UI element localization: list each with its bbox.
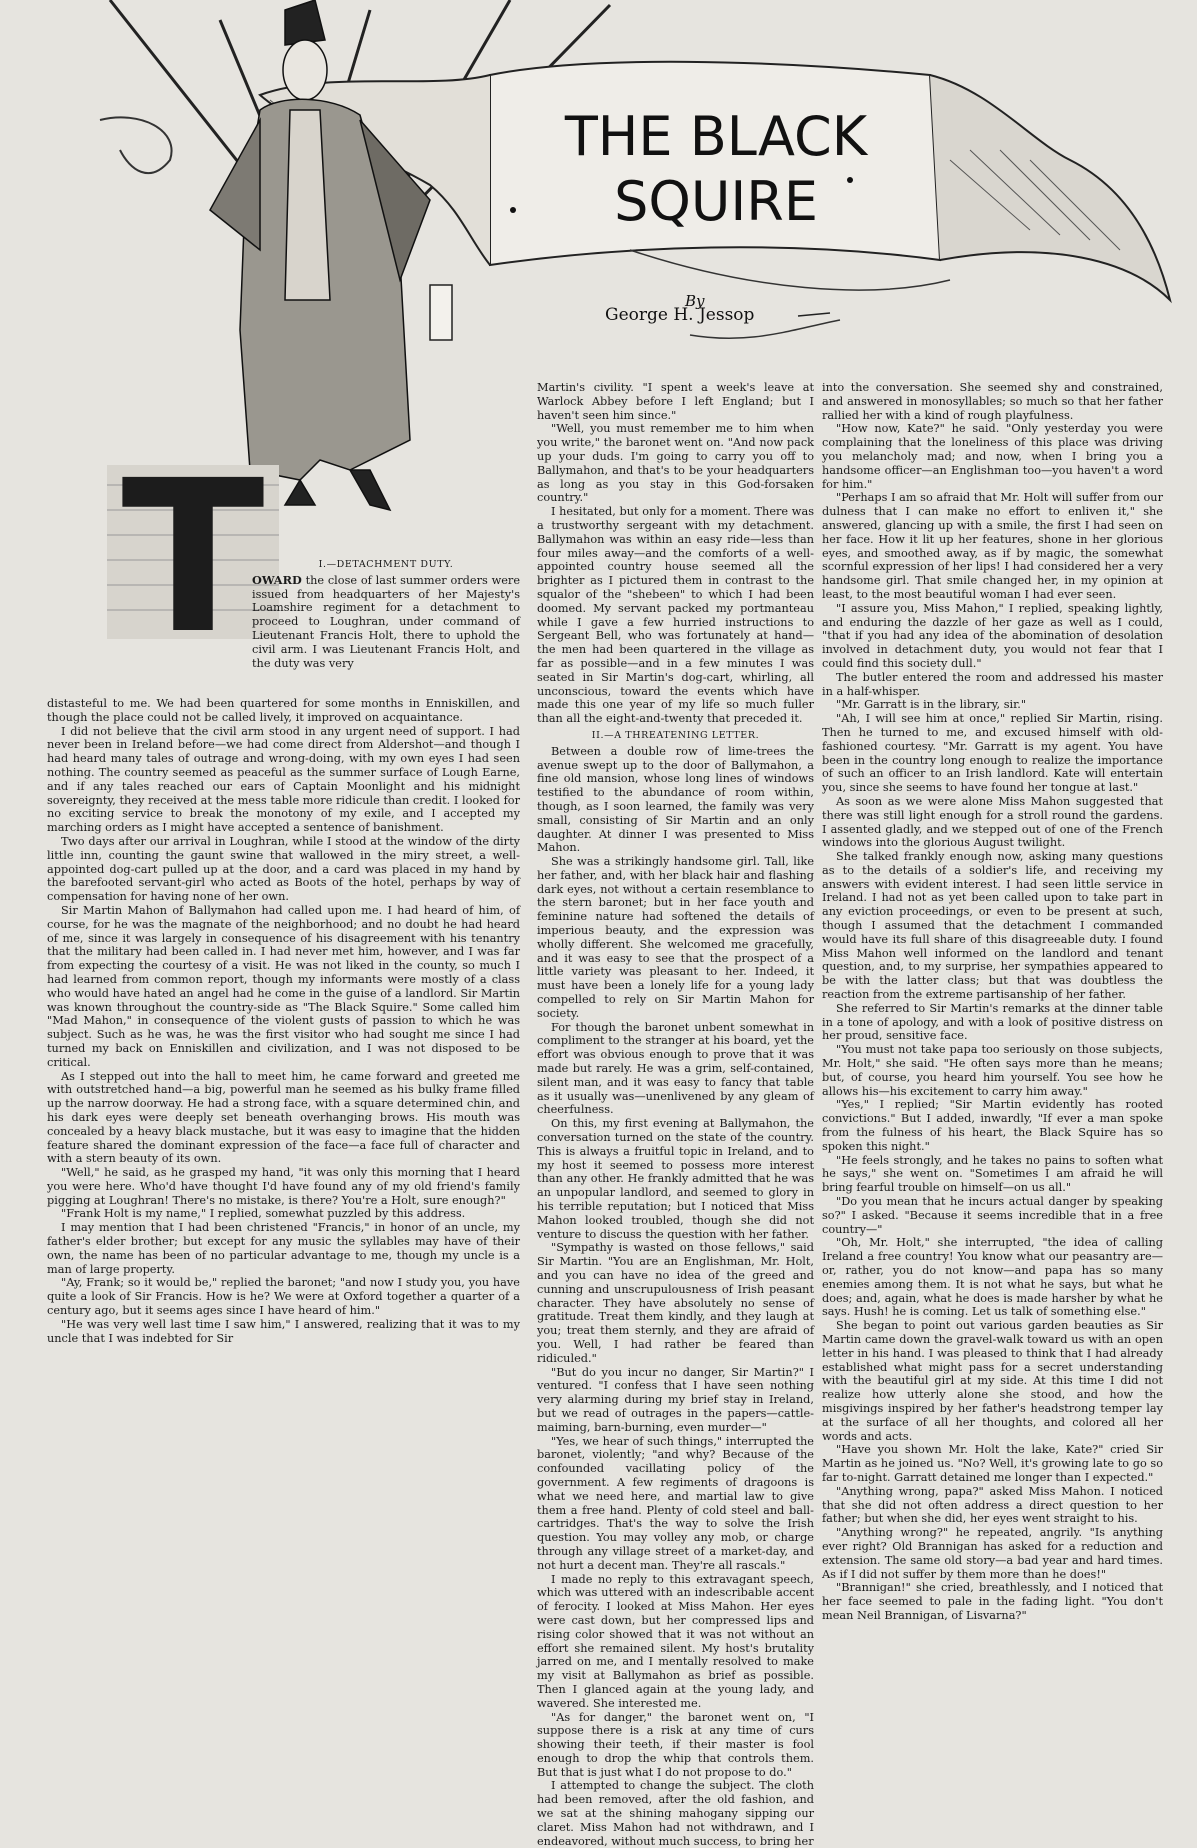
paragraph: "Oh, Mr. Holt," she interrupted, "the idea of calling Ireland a free country! You know what our peasantry are—or, rather, you do not know—and papa has so many enemies among them. It is not what he says, but what he does; and, again, what he does is made harsher by what he says. Hush! he is coming. Let us talk of something else." bbox=[822, 1236, 1163, 1319]
drop-cap-letter: T bbox=[121, 435, 265, 680]
paragraph: I may mention that I had been christened "Francis," in honor of an uncle, my father's elder brother; but except for any music the syllables may have of their own, the name has been of no particular advantage to me, though my uncle is a man of large property. bbox=[47, 1221, 520, 1276]
paragraph: distasteful to me. We had been quartered for some months in Enniskillen, and though the place could not be called lively, it improved on acquaintance. bbox=[47, 697, 520, 724]
paragraph: "Well, you must remember me to him when you write," the baronet went on. "And now pack up your duds. I'm going to carry you off to Ballymahon, and that's to be your headquarters as long as you stay in this God-forsaken country." bbox=[537, 422, 814, 505]
banner-dot-left bbox=[510, 207, 516, 213]
chapter2-heading: II.—A THREATENING LETTER. bbox=[591, 729, 760, 741]
paragraph: "Ay, Frank; so it would be," replied the baronet; "and now I study you, you have quite a look of Sir Francis. How is he? We were at Oxford together a quarter of a century ago, but it seems ages since I have heard of him." bbox=[47, 1276, 520, 1318]
paragraph: As I stepped out into the hall to meet him, he came forward and greeted me with outstretched hand—a big, powerful man he seemed as his bulky frame filled up the narrow doorway. He had a strong face, with a square determined chin, and his dark eyes were deeply set beneath overhanging brows. His mouth was concealed by a heavy black mustache, but it was easy to imagine that the hidden feature shared the dominant expression of the face—a face full of character and with a stern beauty of its own. bbox=[47, 1069, 520, 1166]
paragraph: "Well," he said, as he grasped my hand, "it was only this morning that I heard you were here. Who'd have thought I'd have found any of my old friend's family pigging at Loughran! There's no mistake, is there? You're a Holt, sure enough?" bbox=[47, 1166, 520, 1207]
chapter1-first-word: OWARD bbox=[252, 572, 302, 587]
paragraph: "Anything wrong, papa?" asked Miss Mahon. I noticed that she did not often address a direct question to her father; but when she did, her eyes went straight to his. bbox=[822, 1484, 1163, 1526]
paragraph: "Have you shown Mr. Holt the lake, Kate?" cried Sir Martin as he joined us. "No? Well, it's growing late to go so far to-night. Garratt detained me longer than I expected." bbox=[822, 1443, 1163, 1484]
column-2 bbox=[537, 381, 814, 1848]
paragraph: Between a double row of lime-trees the avenue swept up to the door of Ballymahon, a fine old mansion, whose long lines of windows testified to the abundance of room within, though, as I soon learned, the family was very small, consisting of Sir Martin and an only daughter. At dinner I was presented to Miss Mahon. bbox=[537, 744, 814, 855]
paragraph: "Anything wrong?" he repeated, angrily. "Is anything ever right? Old Brannigan has asked for a reduction and extension. The same old story—a bad year and hard times. As if I did not suffer by them more than he does!" bbox=[822, 1526, 1163, 1581]
paragraph: "Frank Holt is my name," I replied, somewhat puzzled by this address. bbox=[61, 1207, 466, 1221]
paragraph: As soon as we were alone Miss Mahon suggested that there was still light enough for a stroll round the gardens. I assented gladly, and we stepped out of one of the French windows into the glorious August twilight. bbox=[822, 794, 1163, 850]
byline-author: George H. Jessop bbox=[605, 305, 755, 325]
paragraph: "But do you incur no danger, Sir Martin?" I ventured. "I confess that I have seen nothing very alarming during my brief stay in Ireland, but we read of outrages in the papers—cattle-maiming, barn-burning, even murder—" bbox=[537, 1365, 814, 1434]
chapter1-intro-text: the close of last summer orders were issued from headquarters of her Majesty's Loamshire regiment for a detachment to proceed to Loughran, under command of Lieutenant Francis Holt, there to uphold the civil arm. I was Lieutenant Francis Holt, and the duty was very bbox=[252, 573, 521, 670]
paragraph: "How now, Kate?" he said. "Only yesterday you were complaining that the loneliness of this place was driving you melancholy mad; and now, when I bring you a handsome officer—an Englishman too—you haven't a word for him." bbox=[822, 422, 1163, 491]
paragraph: "He feels strongly, and he takes no pains to soften what he says," she went on. "Sometimes I am afraid he will bring fearful trouble on himself—on us all." bbox=[822, 1153, 1163, 1195]
paragraph: On this, my first evening at Ballymahon, the conversation turned on the state of the country. This is always a fruitful topic in Ireland, and to my host it seemed to possess more interest than any other. He frankly admitted that he was an unpopular landlord, and seemed to glory in his terrible reputation; but I noticed that Miss Mahon looked troubled, though she did not venture to discuss the question with her father. bbox=[537, 1117, 814, 1241]
chapter1-intro-paragraph bbox=[252, 574, 520, 671]
paragraph: "Ah, I will see him at once," replied Sir Martin, rising. Then he turned to me, and excused himself with old-fashioned courtesy. "Mr. Garratt is my agent. You have been in the country long enough to realize the importance of such an officer to an Irish landlord. Kate will entertain you, since she seems to have found her tongue at last." bbox=[822, 712, 1163, 795]
paragraph: Sir Martin Mahon of Ballymahon had called upon me. I had heard of him, of course, for he was the magnate of the neighborhood; and no doubt he had heard of me, since it was largely in consequence of his disagreement with his tenantry that the military had been called in. I had never met him, however, and I was far from expecting the courtesy of a visit. He was not liked in the county, so much I had learned from common report, though my informants were mostly of a class who would have hated an angel had he come in the guise of a landlord. Sir Martin was known throughout the country-side as "The Black Squire." Some called him "Mad Mahon," in consequence of the violent gusts of passion to which he was subject. Such as he was, he was the first visitor who had sought me since I had turned my back on Enniskillen and civilization, and I was not disposed to be critical. bbox=[47, 903, 520, 1069]
paragraph: The butler entered the room and addressed his master in a half-whisper. bbox=[822, 670, 1163, 698]
paragraph: "He was very well last time I saw him," I answered, realizing that it was to my uncle that I was indebted for Sir bbox=[47, 1317, 520, 1345]
paragraph: into the conversation. She seemed shy and constrained, and answered in monosyllables; so much so that her father rallied her with a kind of rough playfulness. bbox=[822, 381, 1163, 422]
paragraph: I did not believe that the civil arm stood in any urgent need of support. I had never been in Ireland before—we had come direct from Aldershot—and though I had heard many tales of outrage and wrong-doing, with my own eyes I had seen nothing. The country seemed as peaceful as the summer surface of Lough Earne, and if any tales reached our ears of Captain Moonlight and his midnight sovereignty, they received at the mess table more ridicule than credit. I looked for no exciting service to break the monotony of my exile, and I accepted my marching orders as I might have accepted a sentence of banishment. bbox=[47, 724, 520, 835]
paragraph: She was a strikingly handsome girl. Tall, like her father, and, with her black hair and flashing dark eyes, not without a certain resemblance to the stern baronet; but in her face youth and feminine nature had softened the details of imperious beauty, and the expression was wholly different. She welcomed me gracefully, and it was easy to see that the prospect of a little variety was pleasant to her. Indeed, it must have been a lonely life for a young lady compelled to rely on Sir Martin Mahon for society. bbox=[537, 855, 814, 1020]
paragraph: I hesitated, but only for a moment. There was a trustworthy sergeant with my detachment. Ballymahon was within an easy ride—less than four miles away—and the comforts of a well-appointed country house seemed all the brighter as I pictured them in contrast to the squalor of the "shebeen" to which I had been doomed. My servant packed my portmanteau while I gave a few hurried instructions to Sergeant Bell, who was fortunately at hand—the men had been quartered in the village as far as possible—and in a few minutes I was seated in Sir Martin's dog-cart, whirling, all unconscious, toward the events which have made this one year of my life so much fuller than all the eight-and-twenty that preceded it. bbox=[537, 505, 814, 726]
paragraph: "I assure you, Miss Mahon," I replied, speaking lightly, and enduring the dazzle of her gaze as well as I could, "that if you had any idea of the abomination of desolation involved in detachment duty, you would not fear that I could find this society dull." bbox=[822, 601, 1163, 670]
title-line2: SQUIRE bbox=[614, 170, 818, 233]
paragraph: I attempted to change the subject. The cloth had been removed, after the old fashion, and we sat at the shining mahogany sipping our claret. Miss Mahon had not withdrawn, and I endeavored, without much success, to bring her bbox=[537, 1779, 814, 1848]
paragraph: I made no reply to this extravagant speech, which was uttered with an indescribable accent of ferocity. I looked at Miss Mahon. Her eyes were cast down, but her compressed lips and rising color showed that it was not without an effort she remained silent. My host's brutality jarred on me, and I mentally resolved to make my visit at Ballymahon as brief as possible. Then I glanced again at the young lady, and wavered. She interested me. bbox=[537, 1572, 814, 1710]
paragraph: "Do you mean that he incurs actual danger by speaking so?" I asked. "Because it seems incredible that in a free country—" bbox=[822, 1195, 1163, 1236]
paragraph: She referred to Sir Martin's remarks at the dinner table in a tone of apology, and with a look of positive distress on her proud, sensitive face. bbox=[822, 1001, 1163, 1043]
paragraph: She talked frankly enough now, asking many questions as to the details of a soldier's life, and receiving my answers with evident interest. I had seen little service in Ireland. I had not as yet been called upon to take part in any eviction proceedings, or even to be present at such, though I assumed that the detachment I commanded would have its full share of this disagreeable duty. I found Miss Mahon well informed on the landlord and tenant question, and, to my surprise, her sympathies appeared to be with the latter class; but that was doubtless the reaction from the extreme partisanship of her father. bbox=[822, 850, 1163, 1002]
chapter1-intro bbox=[252, 555, 520, 695]
paragraph: "Brannigan!" she cried, breathlessly, and I noticed that her face seemed to pale in the fading light. "You don't mean Neil Brannigan, of Lisvarna?" bbox=[822, 1581, 1163, 1622]
paragraph: For though the baronet unbent somewhat in compliment to the stranger at his board, yet the effort was obvious enough to prove that it was made but rarely. He was a grim, self-contained, silent man, and it was easy to fancy that table as it usually was—unenlivened by any gleam of cheerfulness. bbox=[537, 1020, 814, 1117]
paragraph: She began to point out various garden beauties as Sir Martin came down the gravel-walk toward us with an open letter in his hand. I was pleased to think that I had already established what might pass for a secret understanding with the beautiful girl at my side. At this time I did not realize how utterly alone she stood, and how the misgivings inspired by her father's headstrong temper lay at the surface of all her thoughts, and colored all her words and acts. bbox=[822, 1319, 1163, 1443]
paragraph: "Yes," I replied; "Sir Martin evidently has rooted convictions." But I added, inwardly, "If ever a man spoke from the fulness of his heart, the Black Squire has so spoken this night." bbox=[822, 1098, 1163, 1153]
paragraph: "Perhaps I am so afraid that Mr. Holt will suffer from our dulness that I can make no effort to enliven it," she answered, glancing up with a smile, the first I had seen on her face. How it lit up her features, shone in her glorious eyes, and smoothed away, as if by magic, the somewhat scornful expression of her lips! I had considered her a very handsome girl. That smile changed her, in my opinion at least, to the most beautiful woman I had ever seen. bbox=[822, 491, 1163, 601]
paragraph: "You must not take papa too seriously on those subjects, Mr. Holt," she said. "He often says more than he means; but, of course, you heard him yourself. You see how he allows his—his excitement to carry him away." bbox=[822, 1043, 1163, 1098]
paragraph: Two days after our arrival in Loughran, while I stood at the window of the dirty little inn, counting the gaunt swine that wallowed in the miry street, a well-appointed dog-cart pulled up at the door, and a card was placed in my hand by the barefooted servant-girl who acted as Boots of the hotel, perhaps by way of compensation for having none of her own. bbox=[47, 834, 520, 904]
paragraph: "Yes, we hear of such things," interrupted the baronet, violently; "and why? Because of the confounded vacillating policy of the government. A few regiments of dragoons is what we need here, and martial law to give them a free hand. Plenty of cold steel and ball-cartridges. That's the way to solve the Irish question. You may volley any mob, or charge through any village street of a market-day, and not hurt a decent man. They're all rascals." bbox=[537, 1434, 814, 1572]
title-line1: THE BLACK bbox=[564, 105, 868, 168]
paragraph: "As for danger," the baronet went on, "I suppose there is a risk at any time of curs showing their teeth, if their master is fool enough to drop the whip that controls them. But that is just what I do not propose to do." bbox=[537, 1710, 814, 1779]
column-3 bbox=[822, 381, 1163, 1622]
column-1 bbox=[47, 697, 520, 1600]
paragraph: Martin's civility. "I spent a week's leave at Warlock Abbey before I left England; but I haven't seen him since." bbox=[537, 381, 814, 422]
banner-dot-right bbox=[847, 177, 853, 183]
paragraph: "Sympathy is wasted on those fellows," said Sir Martin. "You are an Englishman, Mr. Holt, and you can have no idea of the greed and cunning and unscrupulousness of Irish peasant character. They have absolutely no sense of gratitude. Treat them kindly, and they laugh at you; treat them sternly, and they are afraid of you. Well, I had rather be feared than ridiculed." bbox=[537, 1241, 814, 1365]
paragraph: "Mr. Garratt is in the library, sir." bbox=[836, 698, 1027, 712]
chapter1-heading: I.—DETACHMENT DUTY. bbox=[318, 559, 454, 570]
byline-by: By bbox=[685, 292, 705, 310]
